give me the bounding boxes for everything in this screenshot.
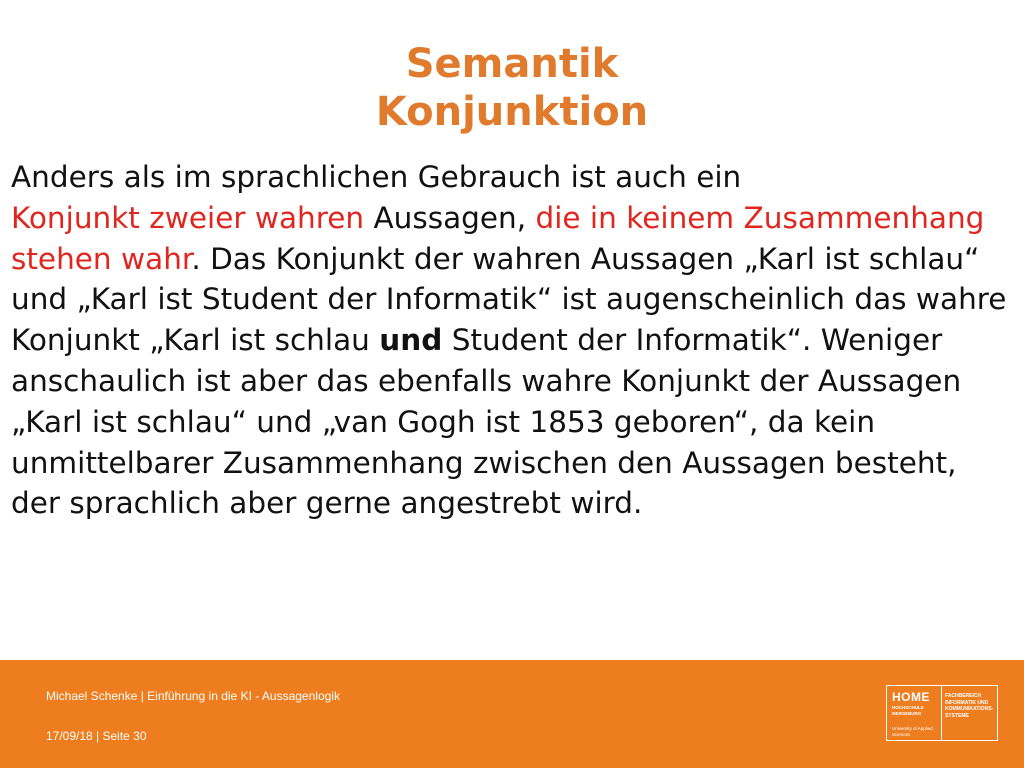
- footer-author-course: Michael Schenke | Einführung in die KI - Aussagenlogik: [46, 689, 340, 703]
- slide-title-line1: Semantik: [405, 41, 619, 87]
- logo-home-wordmark: HOME: [892, 690, 930, 704]
- slide-title: [0, 40, 1024, 136]
- body-segment-2: Aussagen,: [364, 200, 536, 235]
- body-highlight-1: Konjunkt zweier wahren: [11, 200, 365, 235]
- logo-university-name: HOCHSCHULE MERSEBURG: [892, 705, 924, 716]
- body-bold-und: und: [379, 323, 443, 358]
- body-highlight-2: die in keinem Zusammenhang stehen wahr: [11, 200, 985, 276]
- slide-title-line2: Konjunktion: [375, 89, 649, 135]
- logo-department: FACHBEREICH INFORMATIK UND KOMMUNIKATIONS-SYSTEME: [945, 693, 994, 719]
- body-segment-4: Student der Informatik“. Weniger anschaulich ist aber das ebenfalls wahre Konjunkt der Aussagen „Karl ist schlau“ und „van Gogh ist 1853 geboren“, da kein unmittelbarer Zusammenhang zwischen den Aussagen besteht, der sprachlich aber gerne angestrebt wird.: [11, 323, 962, 521]
- logo-tagline: University of Applied Sciences: [892, 726, 933, 737]
- logo-divider: [941, 686, 942, 740]
- footer-date-page: 17/09/18 | Seite 30: [46, 729, 147, 743]
- university-logo: [886, 685, 998, 741]
- slide-body-text: [11, 157, 1011, 524]
- body-segment-3: . Das Konjunkt der wahren Aussagen „Karl ist schlau“ und „Karl ist Student der Informatik“ ist augenscheinlich das wahre Konjunkt „Karl ist schlau: [11, 241, 1007, 358]
- slide-footer: [0, 660, 1024, 768]
- body-segment-1: Anders als im sprachlichen Gebrauch ist auch ein: [11, 160, 742, 194]
